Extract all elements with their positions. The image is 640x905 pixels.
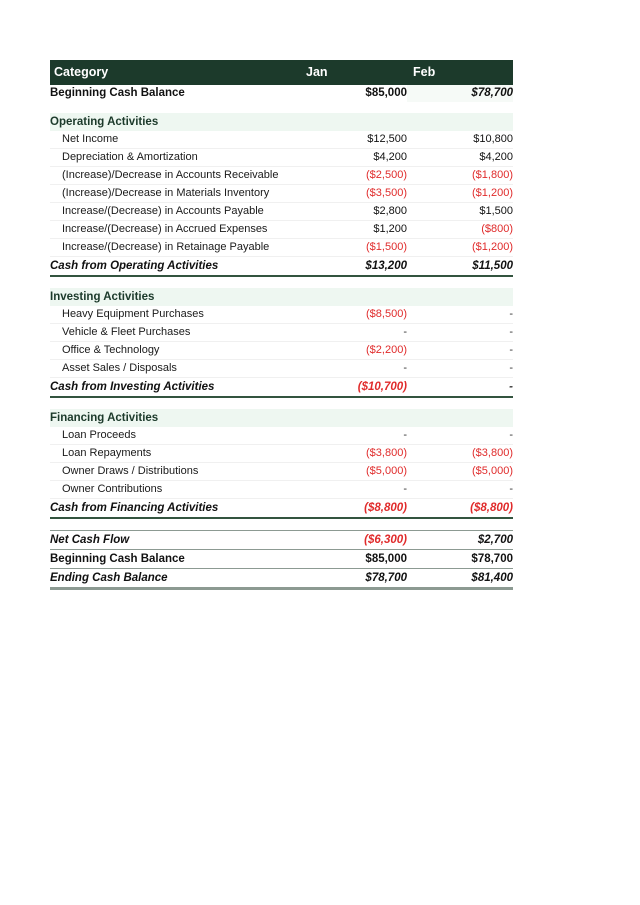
line-item-row	[50, 167, 513, 185]
line-item-row	[50, 463, 513, 481]
section-total-row	[50, 257, 513, 277]
value: -	[509, 326, 513, 338]
line-item-jan	[300, 360, 407, 378]
line-item-feb	[407, 131, 513, 149]
section-total-row	[50, 378, 513, 398]
line-item-jan	[300, 463, 407, 481]
line-item-jan	[300, 149, 407, 167]
spacer-cell	[407, 102, 513, 113]
negative-value: ($3,800)	[366, 447, 407, 459]
line-item-label: Office & Technology	[50, 342, 300, 360]
opening-balance-label: Beginning Cash Balance	[50, 85, 300, 102]
line-item-row	[50, 203, 513, 221]
value: $4,200	[479, 151, 513, 163]
line-item-row	[50, 481, 513, 499]
value: $78,700	[471, 87, 513, 99]
line-item-jan	[300, 221, 407, 239]
value: $2,700	[477, 534, 513, 546]
line-item-feb	[407, 306, 513, 324]
section-spacer-feb	[407, 409, 513, 427]
value: -	[509, 380, 513, 393]
spacer-cell	[407, 397, 513, 409]
line-item-feb	[407, 239, 513, 257]
line-item-label: Owner Contributions	[50, 481, 300, 499]
spacer-cell	[407, 276, 513, 288]
line-item-feb	[407, 167, 513, 185]
line-item-label: (Increase)/Decrease in Accounts Receivable	[50, 167, 300, 185]
value: -	[403, 362, 407, 374]
cash-flow-statement	[50, 60, 513, 590]
line-item-row	[50, 324, 513, 342]
negative-value: ($5,000)	[472, 465, 513, 477]
spacer-cell	[300, 276, 407, 288]
spacer-row	[50, 397, 513, 409]
line-item-jan	[300, 445, 407, 463]
section-total-label: Cash from Financing Activities	[50, 499, 300, 519]
section-total-label: Cash from Investing Activities	[50, 378, 300, 398]
summary-jan	[300, 550, 407, 569]
section-spacer-feb	[407, 113, 513, 131]
section-title: Operating Activities	[50, 113, 300, 131]
value: $10,800	[473, 133, 513, 145]
line-item-label: Owner Draws / Distributions	[50, 463, 300, 481]
line-item-label: Net Income	[50, 131, 300, 149]
line-item-row	[50, 221, 513, 239]
value: -	[403, 326, 407, 338]
section-header-row	[50, 409, 513, 427]
negative-value: ($5,000)	[366, 465, 407, 477]
section-title: Financing Activities	[50, 409, 300, 427]
negative-value: ($800)	[481, 223, 513, 235]
section-total-row	[50, 499, 513, 519]
section-spacer-jan	[300, 409, 407, 427]
line-item-feb	[407, 203, 513, 221]
value: $13,200	[365, 259, 407, 272]
line-item-jan	[300, 324, 407, 342]
value: $78,700	[471, 553, 513, 565]
line-item-jan	[300, 185, 407, 203]
value: $2,800	[373, 205, 407, 217]
line-item-label: Increase/(Decrease) in Accrued Expenses	[50, 221, 300, 239]
line-item-feb	[407, 324, 513, 342]
value: -	[509, 483, 513, 495]
column-header-category: Category	[50, 60, 300, 85]
line-item-jan	[300, 167, 407, 185]
line-item-jan	[300, 203, 407, 221]
line-item-row	[50, 306, 513, 324]
line-item-label: Vehicle & Fleet Purchases	[50, 324, 300, 342]
spacer-cell	[50, 102, 300, 113]
line-item-feb	[407, 149, 513, 167]
summary-label: Beginning Cash Balance	[50, 550, 300, 569]
section-total-feb	[407, 499, 513, 519]
line-item-feb	[407, 445, 513, 463]
negative-value: ($8,800)	[364, 501, 407, 514]
column-header-feb: Feb	[407, 60, 513, 85]
value: -	[509, 308, 513, 320]
spacer-cell	[50, 397, 300, 409]
opening-balance-row	[50, 85, 513, 102]
spacer-row	[50, 518, 513, 531]
negative-value: ($1,200)	[472, 241, 513, 253]
section-total-feb	[407, 378, 513, 398]
negative-value: ($3,800)	[472, 447, 513, 459]
line-item-row	[50, 185, 513, 203]
summary-feb	[407, 550, 513, 569]
negative-value: ($2,500)	[366, 169, 407, 181]
line-item-feb	[407, 342, 513, 360]
line-item-label: Asset Sales / Disposals	[50, 360, 300, 378]
line-item-row	[50, 239, 513, 257]
value: $4,200	[373, 151, 407, 163]
spacer-cell	[300, 397, 407, 409]
value: -	[403, 429, 407, 441]
summary-label: Net Cash Flow	[50, 531, 300, 550]
value: $85,000	[365, 87, 407, 99]
column-header-jan: Jan	[300, 60, 407, 85]
section-total-jan	[300, 378, 407, 398]
line-item-jan	[300, 342, 407, 360]
line-item-label: Heavy Equipment Purchases	[50, 306, 300, 324]
value: $11,500	[472, 259, 513, 272]
opening-balance-jan	[300, 85, 407, 102]
section-spacer-feb	[407, 288, 513, 306]
value: $1,200	[373, 223, 407, 235]
line-item-row	[50, 131, 513, 149]
line-item-feb	[407, 360, 513, 378]
line-item-label: (Increase)/Decrease in Materials Inventory	[50, 185, 300, 203]
negative-value: ($2,200)	[366, 344, 407, 356]
negative-value: ($1,500)	[366, 241, 407, 253]
line-item-feb	[407, 427, 513, 445]
summary-row	[50, 550, 513, 569]
summary-row	[50, 531, 513, 550]
section-header-row	[50, 288, 513, 306]
section-total-jan	[300, 499, 407, 519]
summary-label: Ending Cash Balance	[50, 569, 300, 589]
line-item-feb	[407, 221, 513, 239]
line-item-label: Increase/(Decrease) in Retainage Payable	[50, 239, 300, 257]
table-header-row	[50, 60, 513, 85]
section-total-feb	[407, 257, 513, 277]
line-item-label: Increase/(Decrease) in Accounts Payable	[50, 203, 300, 221]
value: $78,700	[365, 572, 407, 584]
value: $85,000	[365, 553, 407, 565]
value: -	[509, 344, 513, 356]
summary-feb	[407, 531, 513, 550]
line-item-jan	[300, 427, 407, 445]
line-item-jan	[300, 481, 407, 499]
opening-balance-feb	[407, 85, 513, 102]
spacer-row	[50, 276, 513, 288]
line-item-feb	[407, 185, 513, 203]
value: $12,500	[367, 133, 407, 145]
value: $1,500	[479, 205, 513, 217]
negative-value: ($3,500)	[366, 187, 407, 199]
spacer-row	[50, 102, 513, 113]
line-item-feb	[407, 463, 513, 481]
value: $81,400	[471, 572, 513, 584]
spacer-cell	[50, 518, 300, 531]
line-item-row	[50, 149, 513, 167]
line-item-jan	[300, 131, 407, 149]
line-item-jan	[300, 239, 407, 257]
spacer-cell	[300, 102, 407, 113]
value: -	[509, 362, 513, 374]
negative-value: ($6,300)	[364, 534, 407, 546]
negative-value: ($10,700)	[357, 380, 407, 393]
negative-value: ($1,200)	[472, 187, 513, 199]
line-item-row	[50, 342, 513, 360]
section-total-label: Cash from Operating Activities	[50, 257, 300, 277]
negative-value: ($1,800)	[472, 169, 513, 181]
spacer-cell	[50, 276, 300, 288]
line-item-label: Depreciation & Amortization	[50, 149, 300, 167]
value: -	[509, 429, 513, 441]
summary-row	[50, 569, 513, 589]
summary-jan	[300, 569, 407, 589]
line-item-row	[50, 445, 513, 463]
line-item-jan	[300, 306, 407, 324]
spacer-cell	[300, 518, 407, 531]
negative-value: ($8,800)	[470, 501, 513, 514]
cash-flow-table-body	[50, 60, 513, 589]
section-total-jan	[300, 257, 407, 277]
section-header-row	[50, 113, 513, 131]
line-item-label: Loan Repayments	[50, 445, 300, 463]
negative-value: ($8,500)	[366, 308, 407, 320]
summary-jan	[300, 531, 407, 550]
section-title: Investing Activities	[50, 288, 300, 306]
value: -	[403, 483, 407, 495]
line-item-row	[50, 427, 513, 445]
cash-flow-table	[50, 60, 513, 590]
section-spacer-jan	[300, 113, 407, 131]
line-item-row	[50, 360, 513, 378]
section-spacer-jan	[300, 288, 407, 306]
spacer-cell	[407, 518, 513, 531]
line-item-label: Loan Proceeds	[50, 427, 300, 445]
line-item-feb	[407, 481, 513, 499]
summary-feb	[407, 569, 513, 589]
